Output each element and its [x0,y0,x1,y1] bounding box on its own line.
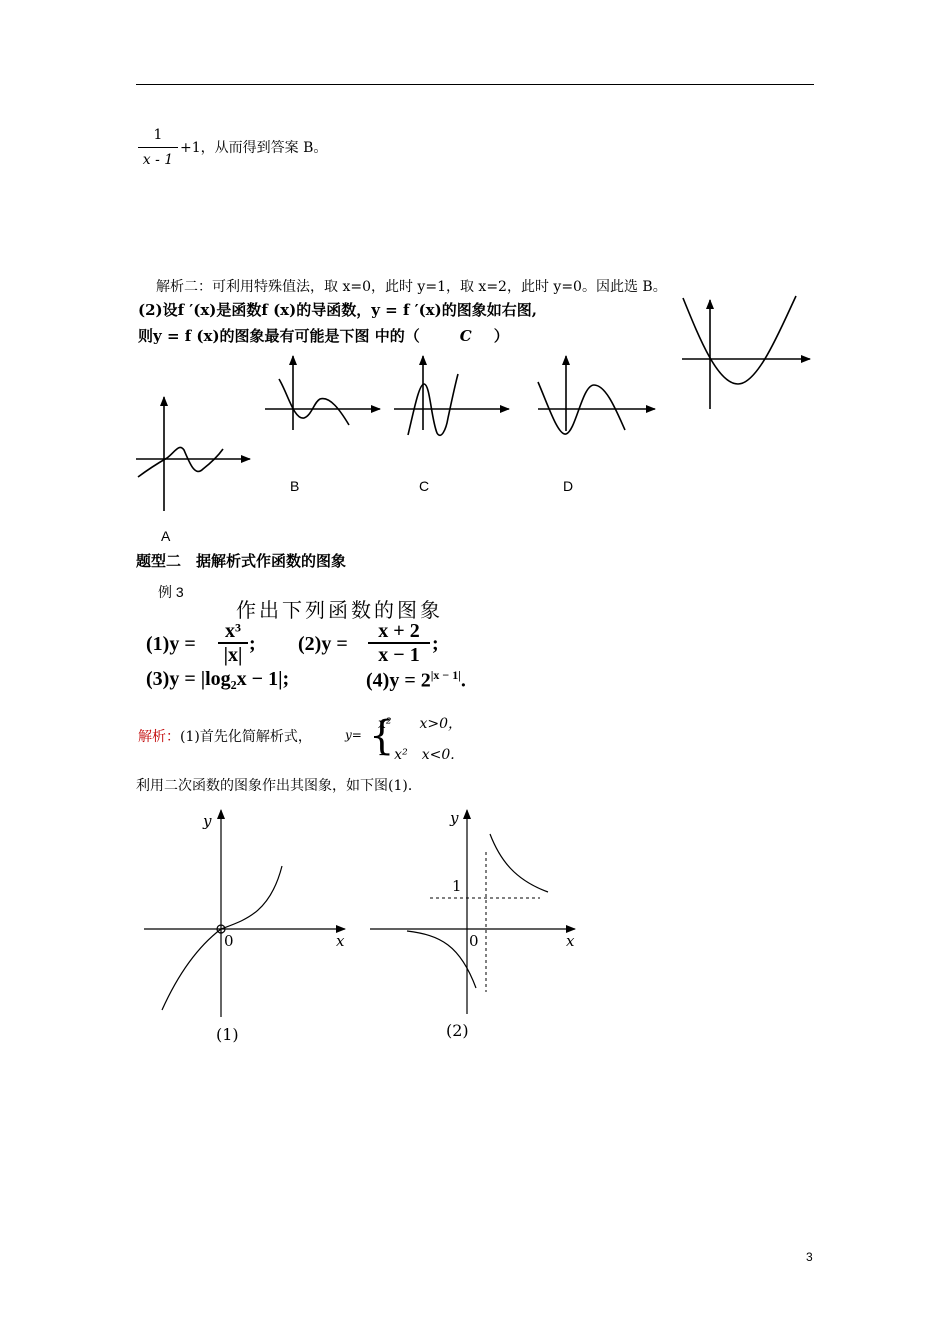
solution-text: (1)首先化简解析式， [180,729,312,745]
graph-1-x-label: x [336,932,345,950]
formula-1-fraction [218,620,248,666]
graph-2 [370,810,575,1014]
option-d-curve [538,382,625,434]
fraction-denominator: x - 1 [142,152,174,168]
option-b-label: B [290,478,300,494]
piecewise-lhs: y= [345,728,362,742]
option-c-graph [394,356,509,435]
piecewise-case-2: − x² x<0. [378,747,455,763]
question-2-text: 则y = f (x)的图象最有可能是下图 中的（ [138,327,420,345]
graph-2-caption: (2) [446,1021,469,1040]
formula-4 [366,668,466,693]
option-d-graph [538,356,655,434]
option-d-label: D [563,478,574,494]
derivative-graph [682,296,810,409]
note-line: 利用二次函数的图象作出其图象，如下图(1)． [136,778,422,794]
option-c-label: C [419,478,430,494]
graph-1 [144,810,345,1017]
formula-1-numerator: x³ [225,620,241,642]
graph-1-caption: (1) [216,1025,239,1044]
formula-1-denominator: |x| [223,644,243,666]
example-label: 例 3 [158,584,184,600]
page-number: 3 [806,1250,813,1264]
section-title: 题型二 据解析式作函数的图象 [136,553,347,570]
option-b-curve [279,379,349,425]
formula-4-exponent: |x − 1| [430,668,461,682]
option-a-curve [138,447,223,477]
derivative-curve [683,296,796,384]
piecewise-brace: { [369,713,395,759]
option-b-graph [265,356,380,430]
formula-4-base: (4)y = 2 [366,669,431,692]
solution-line [138,726,312,746]
formula-2-denominator: x − 1 [378,644,420,666]
solution-label: 解析： [138,729,180,745]
answer-line: +1，从而得到答案 B。 [180,140,328,156]
graph-2-one-label: 1 [452,877,462,895]
formula-1-end: ; [249,633,256,655]
graph-1-curve [162,866,282,1010]
graph-2-right-branch [490,834,548,892]
graph-2-origin-label: 0 [469,932,479,950]
question-2-line-1: (2)设f ′(x)是函数f (x)的导函数，y = f ′(x)的图象如右图, [138,301,537,319]
formula-2-end: ; [432,633,439,655]
option-a-label: A [161,528,171,544]
piecewise-case-1: x² x>0， [378,716,463,732]
graph-2-y-label: y [450,809,459,827]
formula-2-fraction [368,620,430,666]
graph-1-origin-label: 0 [224,932,234,950]
fraction-numerator: 1 [153,127,163,143]
analysis-two: 解析二：可利用特殊值法，取 x=0，此时 y=1，取 x=2，此时 y=0。因此选 B。 [156,279,667,295]
option-c-curve [408,374,458,435]
option-a-graph [136,397,250,511]
graph-1-y-label: y [203,812,212,830]
formula-4-end: . [460,669,466,692]
formula-2-numerator: x + 2 [378,620,420,642]
formula-3: (3)y = |log₂x − 1|; [146,668,290,690]
formula-1-lhs: (1)y = [146,633,196,655]
formula-2-lhs: (2)y = [298,633,348,655]
question-2-close-paren: ） [493,327,509,345]
question-2-answer: C [459,327,472,345]
graph-2-left-branch [407,931,476,988]
example-prompt: 作出下列函数的图象 [236,598,443,622]
graph-2-x-label: x [566,932,575,950]
